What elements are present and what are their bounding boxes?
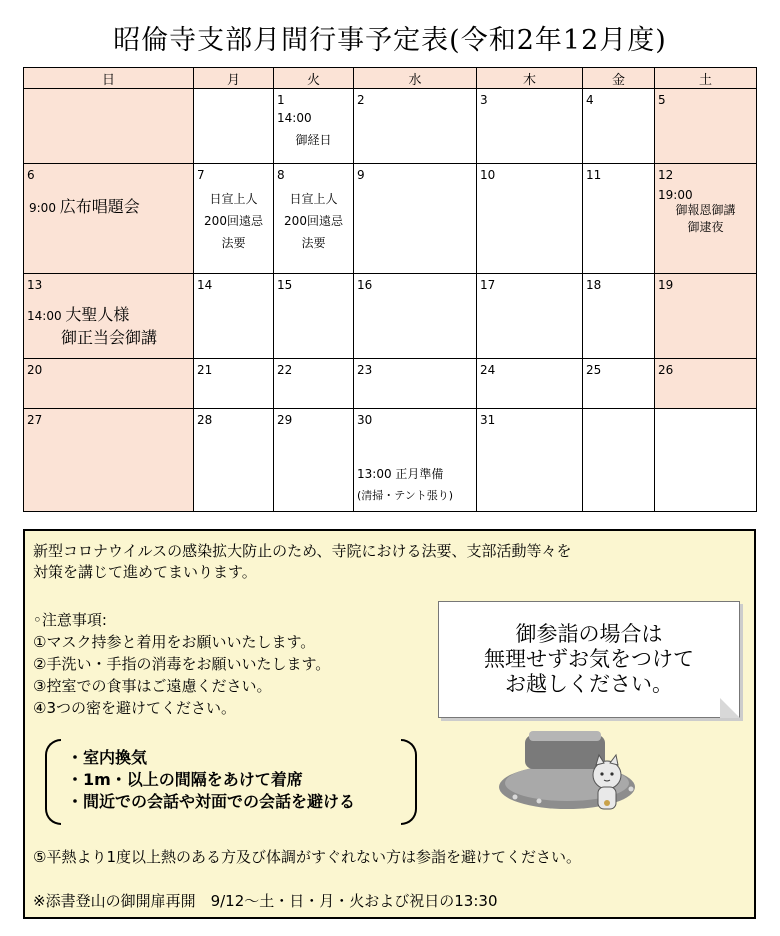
event-name: 大聖人様 <box>65 305 130 324</box>
weekday-fri: 金 <box>583 68 655 89</box>
day-number: 8 <box>277 168 285 182</box>
day-number: 17 <box>480 278 496 292</box>
day-cell <box>194 409 274 512</box>
day-number: 7 <box>197 168 205 182</box>
day-cell <box>655 274 757 359</box>
event-time: 14:00 <box>27 309 62 323</box>
week-row-1 <box>24 89 757 164</box>
day-cell <box>274 89 354 164</box>
day-cell <box>24 274 194 359</box>
day-cell <box>655 359 757 409</box>
weekday-header-row <box>24 68 757 89</box>
notice-item-1: ①マスク持参と着用をお願いいたします。 <box>33 633 316 651</box>
callout-line1: 御参詣の場合は <box>515 622 663 646</box>
event-time: 14:00 <box>277 111 312 125</box>
day-cell <box>655 164 757 274</box>
day-cell <box>583 409 655 512</box>
event-time: 9:00 <box>29 201 56 215</box>
day-cell <box>354 274 477 359</box>
day-cell <box>477 359 583 409</box>
day-cell <box>274 409 354 512</box>
day-cell <box>274 359 354 409</box>
day-cell <box>354 164 477 274</box>
day-cell <box>583 89 655 164</box>
day-number: 19 <box>658 278 674 292</box>
day-number: 2 <box>357 93 365 107</box>
notice-intro-line1: 新型コロナウイルスの感染拡大防止のため、寺院における法要、支部活動等々を <box>33 542 572 560</box>
bracket-item-1: ・室内換気 <box>67 748 148 767</box>
event-line: 日宣上人 <box>289 192 338 206</box>
notice-item-2: ②手洗い・手指の消毒をお願いいたします。 <box>33 655 331 673</box>
day-cell <box>274 274 354 359</box>
day-number: 23 <box>357 363 373 377</box>
day-number: 29 <box>277 413 293 427</box>
notice-item-5: ⑤平熱より1度以上熱のある方及び体調がすぐれない方は参詣を避けてください。 <box>33 848 581 866</box>
day-number: 12 <box>658 168 674 182</box>
calendar-table <box>23 67 757 512</box>
right-bracket-icon <box>401 739 417 825</box>
day-number: 15 <box>277 278 293 292</box>
event-line: 日宣上人 <box>209 192 258 206</box>
day-cell <box>194 274 274 359</box>
event-time: 19:00 <box>658 188 693 202</box>
bracket-item-2: ・1m・以上の間隔をあけて着席 <box>67 770 303 789</box>
week-row-4 <box>24 359 757 409</box>
week-row-5 <box>24 409 757 512</box>
day-cell <box>24 164 194 274</box>
day-number: 6 <box>27 168 35 182</box>
day-cell <box>583 164 655 274</box>
event-line: 法要 <box>301 236 326 250</box>
notice-item-4: ④3つの密を避けてください。 <box>33 699 236 717</box>
weekday-wed: 水 <box>354 68 477 89</box>
notice-intro-line2: 対策を講じて進めてまいります。 <box>33 563 257 581</box>
day-number: 20 <box>27 363 43 377</box>
day-number: 22 <box>277 363 293 377</box>
day-number: 25 <box>586 363 602 377</box>
day-cell <box>477 274 583 359</box>
day-number: 14 <box>197 278 213 292</box>
day-number: 28 <box>197 413 213 427</box>
day-cell <box>477 409 583 512</box>
day-cell <box>24 409 194 512</box>
notice-item-3: ③控室での食事はご遠慮ください。 <box>33 677 272 695</box>
day-number: 13 <box>27 278 43 292</box>
callout-line2: 無理せずお気をつけて <box>484 647 694 671</box>
day-number: 3 <box>480 93 488 107</box>
day-cell <box>354 89 477 164</box>
page-title: 昭倫寺支部月間行事予定表(令和2年12月度) <box>113 25 667 56</box>
week-row-2 <box>24 164 757 274</box>
event-name: 広布唱題会 <box>59 197 140 216</box>
cat-kotatsu-illustration <box>495 727 645 817</box>
event-line: 13:00 正月準備 <box>357 467 444 481</box>
day-cell <box>24 89 194 164</box>
event-line: 御逮夜 <box>687 220 724 234</box>
weekday-sun: 日 <box>24 68 194 89</box>
bracket-list <box>45 739 417 825</box>
event-line: (清掃・テント張り) <box>357 489 454 502</box>
weekday-sat: 土 <box>655 68 757 89</box>
event-line: 御報恩御講 <box>675 203 736 217</box>
notice-box <box>23 529 756 919</box>
event-line: 200回遠忌 <box>204 214 263 228</box>
event-line: 法要 <box>221 236 246 250</box>
day-number: 9 <box>357 168 365 182</box>
day-cell <box>194 359 274 409</box>
callout-box <box>438 601 740 718</box>
day-cell <box>24 359 194 409</box>
event-name-line2: 御正当会御講 <box>61 328 158 347</box>
day-number: 1 <box>277 93 285 107</box>
weekday-mon: 月 <box>194 68 274 89</box>
folded-corner <box>720 698 740 718</box>
bracket-item-3: ・間近での会話や対面での会話を避ける <box>67 792 356 811</box>
day-number: 10 <box>480 168 496 182</box>
day-cell <box>583 359 655 409</box>
day-cell <box>477 164 583 274</box>
day-cell <box>655 409 757 512</box>
day-cell <box>655 89 757 164</box>
day-number: 5 <box>658 93 666 107</box>
day-cell <box>477 89 583 164</box>
day-number: 30 <box>357 413 373 427</box>
day-cell <box>583 274 655 359</box>
notice-heading: ◦注意事項: <box>33 611 107 629</box>
event-name: 御経日 <box>295 133 332 147</box>
weekday-tue: 火 <box>274 68 354 89</box>
day-number: 4 <box>586 93 594 107</box>
notice-footer: ※添書登山の御開扉再開 9/12〜土・日・月・火および祝日の13:30 <box>33 892 498 910</box>
day-number: 11 <box>586 168 602 182</box>
day-cell <box>274 164 354 274</box>
week-row-3 <box>24 274 757 359</box>
day-number: 24 <box>480 363 496 377</box>
callout-line3: お越しください。 <box>505 672 673 696</box>
day-cell <box>354 359 477 409</box>
day-number: 26 <box>658 363 674 377</box>
day-number: 18 <box>586 278 602 292</box>
day-cell <box>354 409 477 512</box>
day-cell <box>194 164 274 274</box>
day-number: 16 <box>357 278 373 292</box>
event-line: 200回遠忌 <box>284 214 343 228</box>
day-number: 31 <box>480 413 496 427</box>
day-number: 21 <box>197 363 213 377</box>
day-number: 27 <box>27 413 43 427</box>
left-bracket-icon <box>45 739 61 825</box>
day-cell <box>194 89 274 164</box>
weekday-thu: 木 <box>477 68 583 89</box>
